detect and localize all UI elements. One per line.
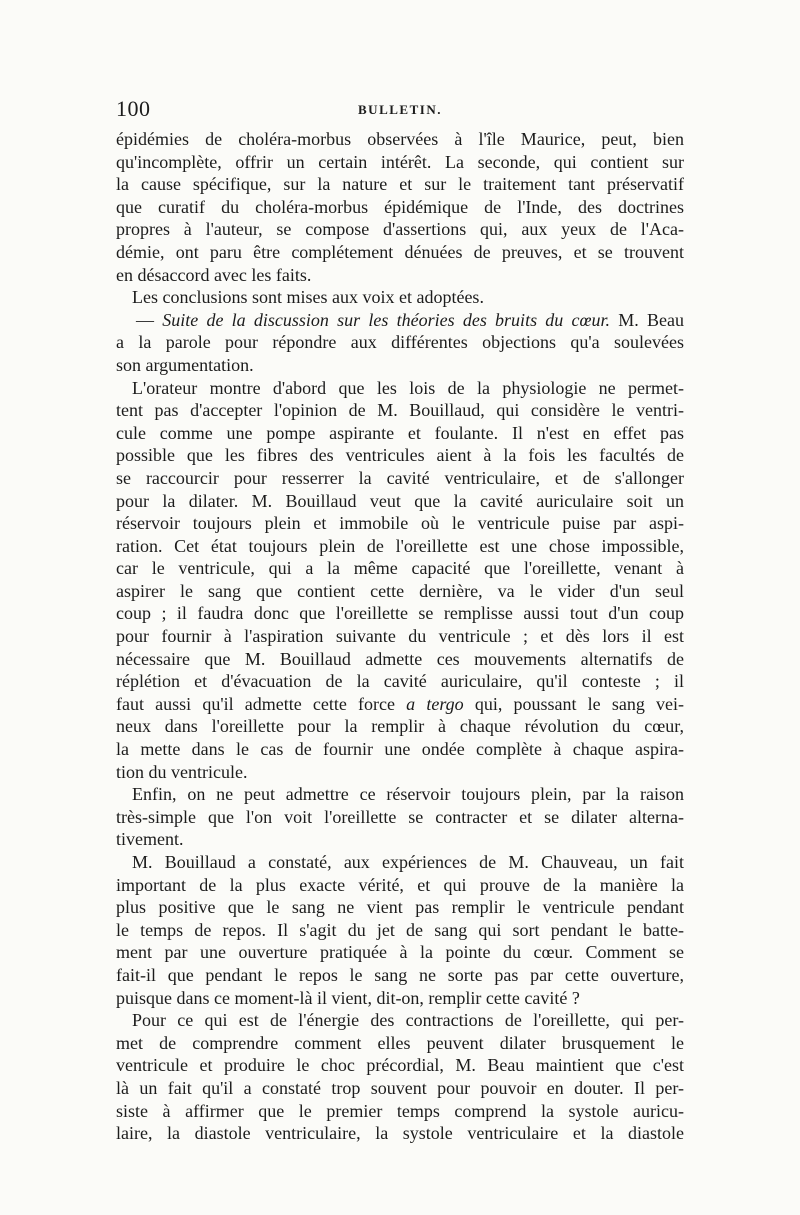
text-fragment: faut aussi qu'il admette cette force <box>116 693 407 714</box>
text-line: réservoir toujours plein et immobile où le ventricule puise par aspi- <box>116 513 684 534</box>
text-line: là un fait qu'il a constaté trop souvent pour pouvoir en douter. Il per- <box>116 1077 684 1098</box>
text-line: que curatif du choléra-morbus épidémique de l'Inde, des doctrines <box>116 196 684 217</box>
text-line: Les conclusions sont mises aux voix et adoptées. <box>132 287 484 308</box>
section-heading-line <box>116 309 684 332</box>
text-line: ventricule et produire le choc précordial, M. Beau maintient que c'est <box>116 1055 684 1076</box>
text-line: pour fournir à l'aspiration suivante du ventricule ; et dès lors il est <box>116 626 684 647</box>
text-line: a la parole pour répondre aux différentes objections qu'a soulevées <box>116 332 684 353</box>
section-heading: Suite de la discussion sur les théories des bruits du cœur. <box>162 309 611 330</box>
paragraph <box>116 309 684 377</box>
text-line: en désaccord avec les faits. <box>116 264 312 285</box>
paragraph <box>116 1009 684 1145</box>
text-line: plus positive que le sang ne vient pas remplir le ventricule pendant <box>116 897 684 918</box>
text-line: épidémies de choléra-morbus observées à l'île Maurice, peut, bien <box>116 129 684 149</box>
text-line: neux dans l'oreillette pour la remplir à chaque révolution du cœur, <box>116 716 684 737</box>
text-line: M. Bouillaud a constaté, aux expériences de M. Chauveau, un fait <box>132 852 684 872</box>
text-line: pour la dilater. M. Bouillaud veut que la cavité auriculaire soit un <box>116 490 684 511</box>
text-line: démie, ont paru être complétement dénuées de preuves, et se trouvent <box>116 241 684 262</box>
speaker-name: M. Beau <box>610 309 684 330</box>
text-line: ment par une ouverture pratiquée à la pointe du cœur. Comment se <box>116 942 684 963</box>
text-line: très-simple que l'on voit l'oreillette se contracter et se dilater alterna- <box>116 806 684 827</box>
text-line <box>116 693 684 716</box>
text-line: car le ventricule, qui a la même capacité que l'oreillette, venant à <box>116 558 684 579</box>
text-line: possible que les fibres des ventricules aient à la fois les facultés de <box>116 445 684 466</box>
paragraph <box>116 286 684 309</box>
text-line: qu'incomplète, offrir un certain intérêt. La seconde, qui contient sur <box>116 151 684 172</box>
text-line: ration. Cet état toujours plein de l'oreillette est une chose impossible, <box>116 535 684 556</box>
text-fragment: qui, poussant le sang vei- <box>463 693 684 714</box>
text-line: Pour ce qui est de l'énergie des contractions de l'oreillette, qui per- <box>132 1010 684 1031</box>
text-line: tivement. <box>116 829 184 850</box>
text-line: nécessaire que M. Bouillaud admette ces mouvements alternatifs de <box>116 648 684 669</box>
text-line: la cause spécifique, sur la nature et sur le traitement tant préservatif <box>116 174 684 195</box>
running-title: BULLETIN. <box>358 102 442 117</box>
text-line: important de la plus exacte vérité, et qui prouve de la manière la <box>116 874 684 895</box>
text-line: met de comprendre comment elles peuvent dilater brusquement le <box>116 1032 684 1053</box>
paragraph <box>116 783 684 851</box>
text-line: propres à l'auteur, se compose d'assertions qui, aux yeux de l'Aca- <box>116 219 684 240</box>
body-text <box>116 128 684 1145</box>
latin-term: a tergo <box>406 693 464 714</box>
text-line: réplétion et d'évacuation de la cavité auriculaire, qu'il conteste ; il <box>116 671 684 692</box>
text-line: son argumentation. <box>116 354 254 375</box>
text-line: le temps de repos. Il s'agit du jet de sang qui sort pendant le batte- <box>116 919 684 940</box>
text-line: Enfin, on ne peut admettre ce réservoir toujours plein, par la raison <box>132 784 684 805</box>
text-line: tent pas d'accepter l'opinion de M. Bouillaud, qui considère le ventri- <box>116 400 684 421</box>
page-header <box>116 96 684 128</box>
heading-dash: — <box>136 309 163 330</box>
text-line: la mette dans le cas de fournir une ondée complète à chaque aspira- <box>116 739 684 760</box>
paragraph <box>116 851 684 1009</box>
page-number: 100 <box>116 96 151 121</box>
text-line: siste à affirmer que le premier temps comprend la systole auricu- <box>116 1100 684 1121</box>
text-line: coup ; il faudra donc que l'oreillette se remplisse aussi tout d'un coup <box>116 603 684 624</box>
text-line: L'orateur montre d'abord que les lois de la physiologie ne permet- <box>132 377 684 398</box>
text-line: cule comme une pompe aspirante et foulante. Il n'est en effet pas <box>116 422 684 443</box>
text-line: fait-il que pendant le repos le sang ne sorte pas par cette ouverture, <box>116 964 684 985</box>
text-line: tion du ventricule. <box>116 761 248 782</box>
paragraph <box>116 128 684 286</box>
text-line: aspirer le sang que contient cette dernière, va le vider d'un seul <box>116 580 684 601</box>
text-line: laire, la diastole ventriculaire, la systole ventriculaire et la diastole <box>116 1123 684 1144</box>
text-line: se raccourcir pour resserrer la cavité ventriculaire, et de s'allonger <box>116 467 684 488</box>
paragraph <box>116 377 684 784</box>
text-line: puisque dans ce moment-là il vient, dit-on, remplir cette cavité ? <box>116 987 580 1008</box>
